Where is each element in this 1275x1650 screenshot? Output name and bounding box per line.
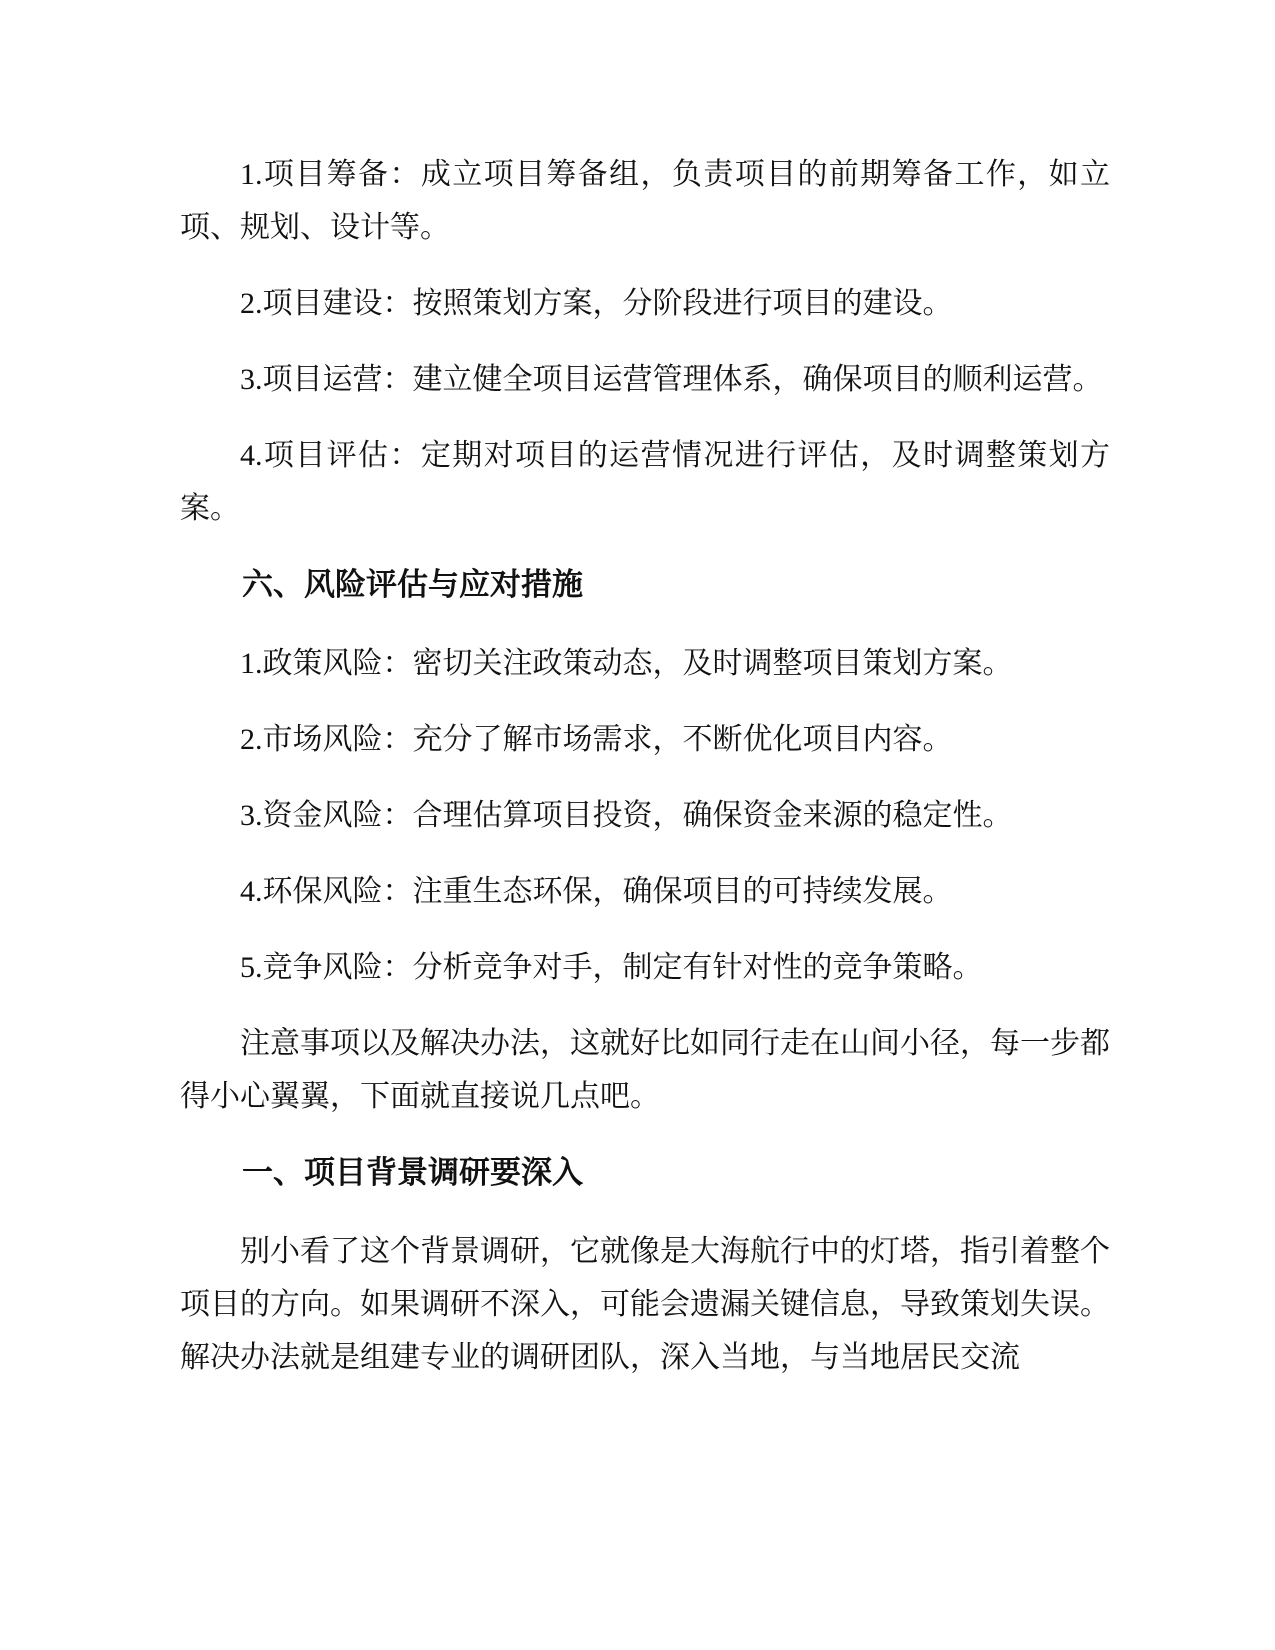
section-heading: 一、项目背景调研要深入 <box>242 1155 583 1190</box>
paragraph: 1.项目筹备：成立项目筹备组，负责项目的前期筹备工作，如立项、规划、设计等。 <box>180 158 1110 244</box>
paragraph: 1.政策风险：密切关注政策动态，及时调整项目策划方案。 <box>240 647 1013 680</box>
paragraph: 2.市场风险：充分了解市场需求，不断优化项目内容。 <box>240 723 953 756</box>
document-content <box>180 148 1110 1407</box>
paragraph: 5.竞争风险：分析竞争对手，制定有针对性的竞争策略。 <box>240 951 983 984</box>
paragraph: 4.项目评估：定期对项目的运营情况进行评估，及时调整策划方案。 <box>180 439 1110 525</box>
paragraph: 3.项目运营：建立健全项目运营管理体系，确保项目的顺利运营。 <box>240 363 1103 396</box>
paragraph: 2.项目建设：按照策划方案，分阶段进行项目的建设。 <box>240 287 953 320</box>
paragraph: 注意事项以及解决办法，这就好比如同行走在山间小径，每一步都得小心翼翼，下面就直接说几点吧。 <box>180 1027 1110 1113</box>
paragraph: 3.资金风险：合理估算项目投资，确保资金来源的稳定性。 <box>240 799 1013 832</box>
paragraph: 别小看了这个背景调研，它就像是大海航行中的灯塔，指引着整个项目的方向。如果调研不深入，可能会遗漏关键信息，导致策划失误。解决办法就是组建专业的调研团队，深入当地，与当地居民交流 <box>180 1235 1110 1374</box>
paragraph: 4.环保风险：注重生态环保，确保项目的可持续发展。 <box>240 875 953 908</box>
section-heading: 六、风险评估与应对措施 <box>242 567 583 602</box>
